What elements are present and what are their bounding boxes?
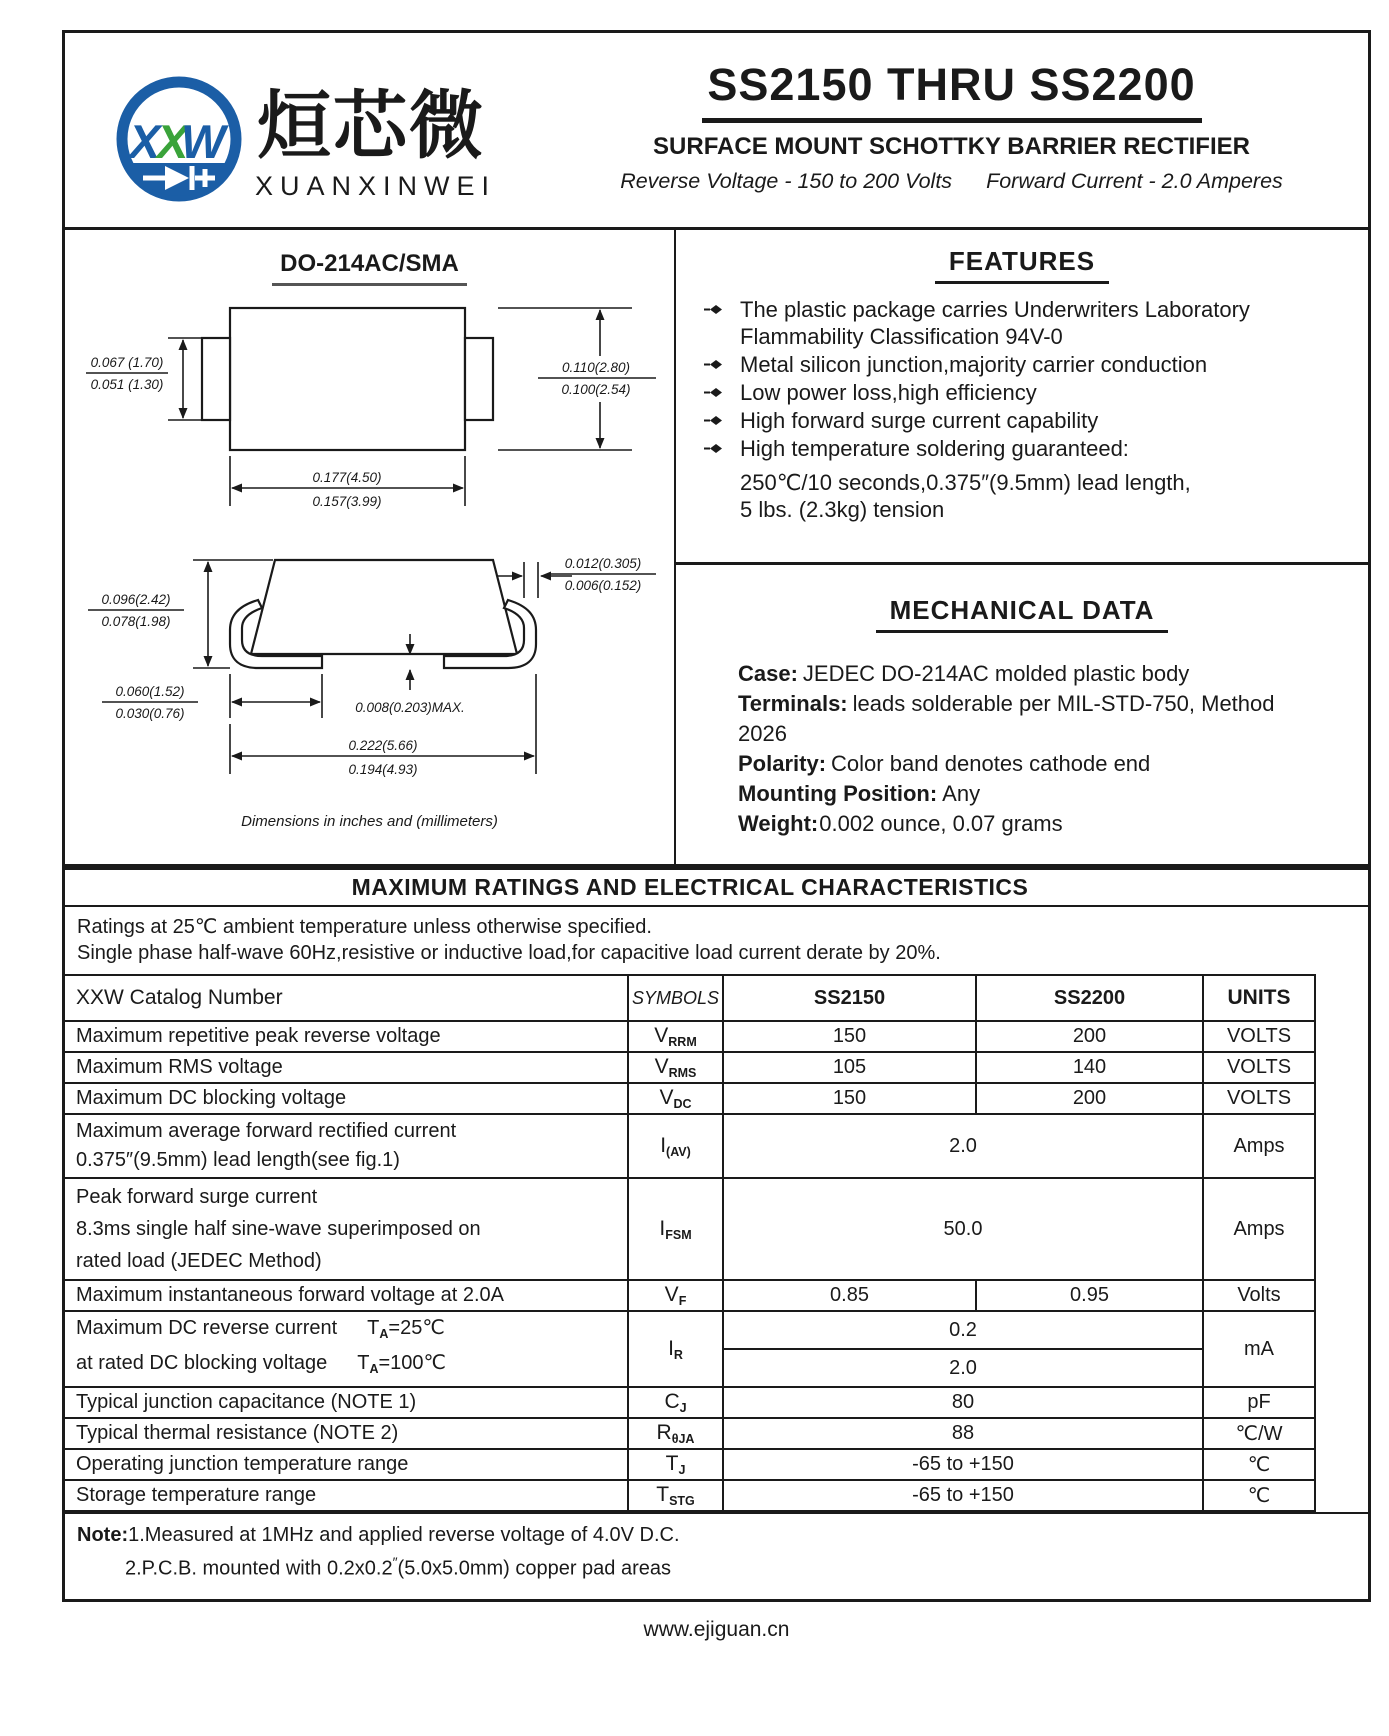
param-name: Maximum instantaneous forward voltage at 2.0A (65, 1280, 628, 1311)
ratings-condition-line1: Ratings at 25℃ ambient temperature unless otherwise specified. (77, 916, 652, 938)
features-section (676, 230, 1368, 565)
table-row-vdc (65, 1083, 1315, 1114)
ratings-conditions (65, 907, 1368, 974)
mechanical-data-section (676, 565, 1368, 864)
table-row-cj (65, 1387, 1315, 1418)
unit: VOLTS (1203, 1083, 1315, 1114)
param-symbol: $V_F$ (628, 1280, 723, 1311)
features-list (676, 296, 1368, 523)
value-ss2200: 200 (976, 1021, 1203, 1052)
dim-profile-height-num: 0.096(2.42) (100, 592, 171, 607)
unit: Volts (1203, 1280, 1315, 1311)
drawing-caption: Dimensions in inches and (millimeters) (241, 813, 498, 830)
feature-continuation: 250℃/10 seconds,0.375″(9.5mm) lead length, (740, 470, 1191, 495)
value-ss2200: 140 (976, 1052, 1203, 1083)
feature-text: High forward surge current capability (740, 408, 1099, 433)
ratings-condition-line2: Single phase half-wave 60Hz,resistive or inductive load,for capacitive load current derate by 20%. (77, 942, 941, 964)
notes-block (65, 1512, 1368, 1599)
note-line1: Note:1.Measured at 1MHz and applied reverse voltage of 4.0V D.C. (77, 1524, 680, 1546)
value-both: 80 (723, 1387, 1203, 1418)
bullet-diamond-icon (704, 359, 724, 370)
value-ss2150: 150 (723, 1021, 976, 1052)
company-logo (65, 33, 535, 227)
param-symbol: $I_{(AV)}$ (628, 1114, 723, 1178)
dim-profile-height-den: 0.078(1.98) (100, 614, 171, 629)
bullet-diamond-icon (704, 304, 724, 315)
param-symbol: $I_R$ (628, 1311, 723, 1387)
package-body-outline (230, 308, 465, 450)
mech-label: Polarity: (738, 751, 827, 776)
mech-label: Case: (738, 661, 798, 686)
table-row-ir (65, 1311, 1315, 1349)
value-ss2200: 200 (976, 1083, 1203, 1114)
param-symbol: $I_{FSM}$ (628, 1178, 723, 1280)
unit: Amps (1203, 1178, 1315, 1280)
feature-text: Metal silicon junction,majority carrier conduction (740, 352, 1208, 377)
company-name-en: XUANXINWEI (255, 171, 497, 201)
feature-item (676, 435, 1368, 462)
mech-label: Terminals: (738, 691, 848, 716)
value-both: -65 to +150 (723, 1449, 1203, 1480)
param-name: Storage temperature range (65, 1480, 628, 1511)
dim-body-height-den: 0.100(2.54) (560, 382, 631, 397)
unit: mA (1203, 1311, 1315, 1387)
value-both: 88 (723, 1418, 1203, 1449)
dim-lead-thickness-den: 0.006(0.152) (564, 578, 641, 593)
ratings-title: MAXIMUM RATINGS AND ELECTRICAL CHARACTERISTICS (351, 874, 1029, 900)
note-line2: 2.P.C.B. mounted with 0.2x0.2″(5.0x5.0mm) copper pad areas (125, 1554, 672, 1580)
unit: ℃ (1203, 1480, 1315, 1511)
features-heading: FEATURES (935, 246, 1109, 284)
param-symbol: $R_{\theta JA}$ (628, 1418, 723, 1449)
table-row-tstg (65, 1480, 1315, 1511)
package-side-view-drawing (80, 546, 660, 814)
ratings-section (62, 867, 1371, 1602)
logo-monogram-w: W (181, 115, 226, 168)
table-row-vf (65, 1280, 1315, 1311)
feature-text: The plastic package carries Underwriters Laboratory (740, 297, 1250, 322)
right-panel (676, 230, 1368, 864)
param-name: Maximum repetitive peak reverse voltage (65, 1021, 628, 1052)
feature-item (676, 351, 1368, 378)
package-drawing-panel (65, 230, 676, 864)
mechanical-data-heading: MECHANICAL DATA (876, 595, 1169, 633)
feature-text-line2: Flammability Classification 94V-0 (740, 324, 1063, 349)
value-ss2150: 0.85 (723, 1280, 976, 1311)
unit: VOLTS (1203, 1052, 1315, 1083)
param-name: Maximum DC reverse current $T_A=25℃$ at rated DC blocking voltage $T_A=100℃$ (65, 1311, 628, 1387)
dim-overall-width-den: 0.194(4.93) (347, 762, 418, 777)
param-symbol: $V_{RRM}$ (628, 1021, 723, 1052)
value-both: 2.0 (723, 1114, 1203, 1178)
param-name: Operating junction temperature range (65, 1449, 628, 1480)
param-name: Maximum RMS voltage (65, 1052, 628, 1083)
note-label: Note: (77, 1524, 129, 1546)
mechanical-data-list (738, 659, 1278, 839)
logo-monogram-x1: X (129, 115, 161, 168)
value-ss2150: 150 (723, 1083, 976, 1114)
table-row-vrms (65, 1052, 1315, 1083)
value-both: 50.0 (723, 1178, 1203, 1280)
param-name: Typical thermal resistance (NOTE 2) (65, 1418, 628, 1449)
table-header-row (65, 975, 1315, 1021)
unit: VOLTS (1203, 1021, 1315, 1052)
column-header-catalog: XXW Catalog Number (65, 975, 628, 1021)
company-name-cn: 烜芯微 (257, 84, 485, 167)
package-right-tab (465, 338, 493, 420)
dim-overall-width-num: 0.222(5.66) (347, 738, 418, 753)
feature-text: High temperature soldering guaranteed: (740, 436, 1129, 461)
param-symbol: $V_{RMS}$ (628, 1052, 723, 1083)
package-profile-body (251, 560, 517, 654)
mech-value: leads solderable per MIL-STD-750, Method 2026 (738, 691, 1275, 746)
part-number-title: SS2150 THRU SS2200 (707, 59, 1196, 110)
param-symbol: $C_J$ (628, 1387, 723, 1418)
dim-body-width-den: 0.157(3.99) (311, 494, 382, 509)
table-row-tj (65, 1449, 1315, 1480)
param-name: Peak forward surge current 8.3ms single half sine-wave superimposed on rated load (JEDEC Method) (65, 1178, 628, 1280)
value-ss2200: 0.95 (976, 1280, 1203, 1311)
unit: pF (1203, 1387, 1315, 1418)
dim-tab-height-den: 0.051 (1.30) (90, 377, 163, 392)
mech-row-weight (738, 809, 1278, 839)
dim-foot-width-den: 0.030(0.76) (114, 706, 185, 721)
header-box (62, 30, 1371, 230)
mech-value: 0.002 ounce, 0.07 grams (819, 811, 1063, 836)
dim-standoff: 0.008(0.203)MAX. (354, 700, 465, 715)
mech-label: Weight: (738, 811, 819, 836)
column-header-units: UNITS (1203, 975, 1315, 1021)
mech-label: Mounting Position: (738, 781, 938, 806)
param-symbol: $V_{DC}$ (628, 1083, 723, 1114)
ratings-title-band (65, 870, 1368, 907)
mech-row-terminals (738, 689, 1278, 749)
mech-value: Color band denotes cathode end (831, 751, 1151, 776)
param-name: Typical junction capacitance (NOTE 1) (65, 1387, 628, 1418)
feature-item (676, 379, 1368, 406)
dim-body-width-num: 0.177(4.50) (311, 470, 382, 485)
mech-row-mounting (738, 779, 1278, 809)
bullet-diamond-icon (704, 443, 724, 454)
dim-foot-width-num: 0.060(1.52) (114, 684, 185, 699)
tagline-forward-current: Forward Current - 2.0 Amperes (986, 169, 1283, 193)
logo-mark-icon (115, 75, 243, 203)
datasheet-page (62, 30, 1371, 1642)
mech-row-polarity (738, 749, 1278, 779)
dim-tab-height-num: 0.067 (1.70) (90, 355, 163, 370)
middle-section (62, 230, 1371, 867)
value-ta25: 0.2 (723, 1311, 1203, 1349)
unit: ℃/W (1203, 1418, 1315, 1449)
table-row-iav (65, 1114, 1315, 1178)
table-row-ifsm (65, 1178, 1315, 1280)
value-both: -65 to +150 (723, 1480, 1203, 1511)
dim-lead-thickness-num: 0.012(0.305) (564, 556, 641, 571)
logo-monogram-x2: X (157, 115, 189, 168)
package-top-view-drawing (80, 290, 660, 542)
tagline-reverse-voltage: Reverse Voltage - 150 to 200 Volts (620, 169, 953, 193)
mech-value: JEDEC DO-214AC molded plastic body (802, 661, 1190, 686)
device-type-subtitle: SURFACE MOUNT SCHOTTKY BARRIER RECTIFIER (653, 133, 1250, 160)
ratings-table (65, 974, 1316, 1512)
param-name: Maximum average forward rectified current 0.375″(9.5mm) lead length(see fig.1) (65, 1114, 628, 1178)
feature-item (676, 407, 1368, 434)
bullet-diamond-icon (704, 387, 724, 398)
column-header-symbols: SYMBOLS (628, 975, 723, 1021)
bullet-diamond-icon (704, 415, 724, 426)
unit: Amps (1203, 1114, 1315, 1178)
param-symbol: $T_{STG}$ (628, 1480, 723, 1511)
table-row-rthja (65, 1418, 1315, 1449)
table-row-vrrm (65, 1021, 1315, 1052)
column-header-ss2200: SS2200 (976, 975, 1203, 1021)
ratings-tagline (535, 169, 1368, 194)
package-left-tab (202, 338, 230, 420)
website-url: www.ejiguan.cn (643, 1617, 790, 1641)
feature-text: Low power loss,high efficiency (740, 380, 1037, 405)
value-ss2150: 105 (723, 1052, 976, 1083)
package-name: DO-214AC/SMA (272, 250, 467, 286)
dim-body-height-num: 0.110(2.80) (561, 360, 630, 375)
param-name: Maximum DC blocking voltage (65, 1083, 628, 1114)
mech-row-case (738, 659, 1278, 689)
value-ta100: 2.0 (723, 1349, 1203, 1387)
feature-item (676, 296, 1368, 350)
title-block (535, 33, 1368, 227)
unit: ℃ (1203, 1449, 1315, 1480)
mech-value: Any (942, 781, 981, 806)
column-header-ss2150: SS2150 (723, 975, 976, 1021)
title-underline (702, 118, 1202, 123)
param-symbol: $T_J$ (628, 1449, 723, 1480)
feature-continuation: 5 lbs. (2.3kg) tension (740, 497, 945, 522)
